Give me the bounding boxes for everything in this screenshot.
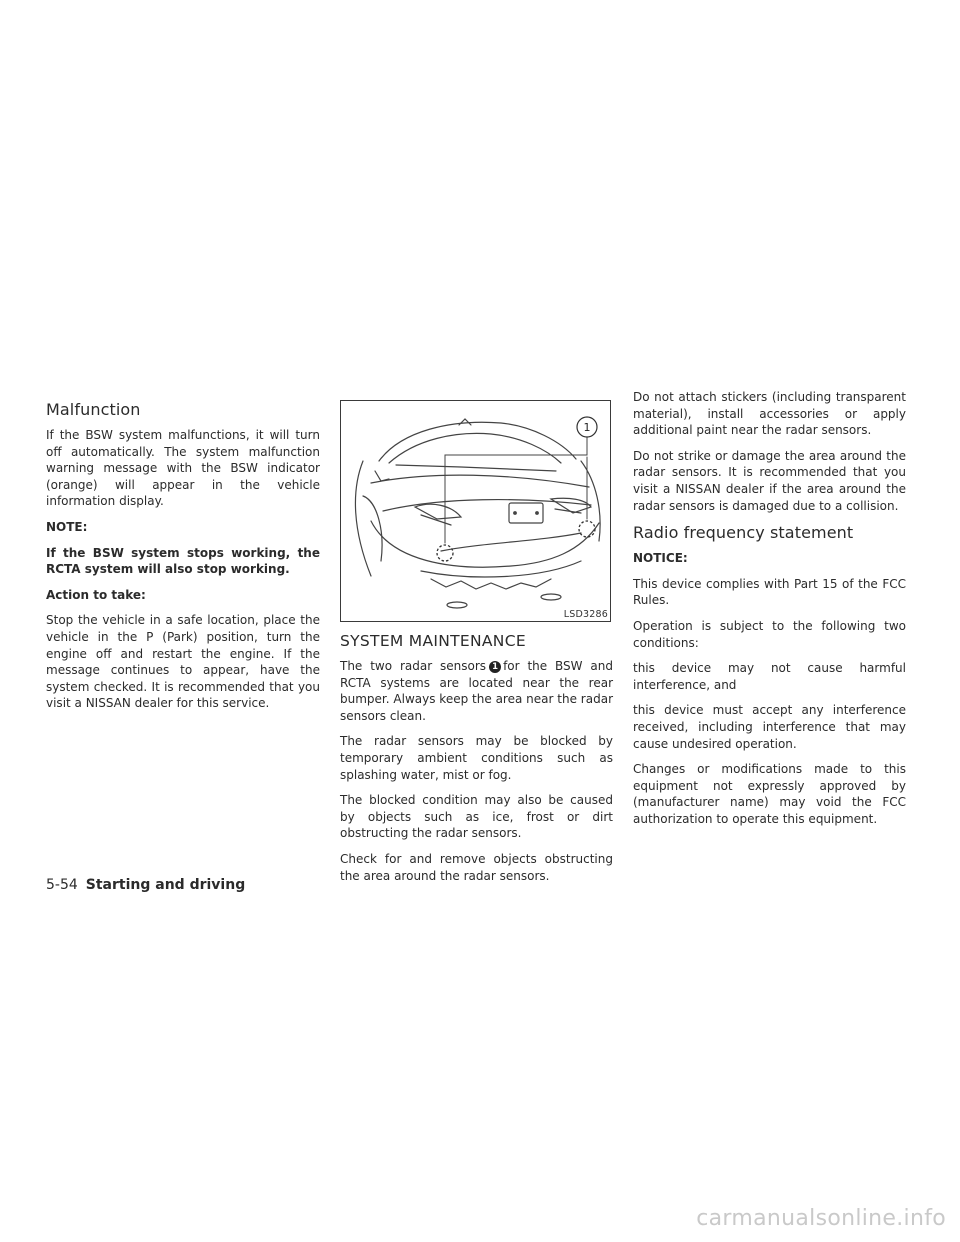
paragraph: The blocked condition may also be caused by objects such as ice, frost or dirt obstructing the radar sensors.: [340, 793, 613, 841]
note-label: NOTE:: [46, 519, 88, 534]
sensor-reference-badge: 1: [489, 661, 501, 673]
paragraph: this device must accept any interference received, including interference that may cause undesired operation.: [633, 703, 906, 751]
figure-callout-number: 1: [583, 421, 591, 434]
car-rear-illustration: [341, 401, 611, 622]
paragraph: The radar sensors may be blocked by temporary ambient conditions such as splashing water, mist or fog.: [340, 734, 613, 782]
paragraph: This device complies with Part 15 of the FCC Rules.: [633, 576, 906, 608]
page-footer: [46, 877, 245, 893]
paragraph: Do not strike or damage the area around the radar sensors. It is recommended that you visit a NISSAN dealer if the area around the radar sensors is damaged due to a collision.: [633, 448, 906, 513]
column-malfunction: [46, 400, 320, 721]
paragraph: Operation is subject to the following two conditions:: [633, 618, 906, 650]
paragraph: Changes or modifications made to this equipment not expressly approved by (manufacturer name) may void the FCC authorization to operate this equipment.: [633, 762, 906, 826]
column-system-maintenance: [340, 400, 613, 893]
paragraph: Do not attach stickers (including transparent material), install accessories or apply additional paint near the radar sensors.: [633, 390, 906, 438]
section-heading-radio-frequency: Radio frequency statement: [633, 523, 854, 543]
paragraph: this device may not cause harmful interference, and: [633, 661, 906, 692]
notice-label: NOTICE:: [633, 551, 688, 566]
paragraph: [340, 658, 613, 724]
figure-code: LSD3286: [563, 609, 608, 620]
action-label: Action to take:: [46, 587, 146, 602]
note-text: If the BSW system stops working, the RCTA system will also stop working.: [46, 545, 320, 577]
watermark: carmanualsonline.info: [696, 1206, 946, 1231]
column-radio-frequency: [633, 389, 906, 836]
paragraph: Stop the vehicle in a safe location, place the vehicle in the P (Park) position, turn the engine off and restart the engine. If the message continues to appear, have the system checked. It is recommended that you visit a NISSAN dealer for this service.: [46, 613, 320, 711]
page-number: 5-54: [46, 877, 78, 893]
section-heading-system-maintenance: SYSTEM MAINTENANCE: [340, 632, 526, 650]
text-fragment: for the BSW and RCTA systems are located near the rear bumper. Always keep the area near the radar sensors clean.: [340, 659, 613, 723]
radar-sensor-figure: [340, 400, 611, 622]
chapter-title: Starting and driving: [85, 877, 246, 893]
paragraph: Check for and remove objects obstructing the area around the radar sensors.: [340, 851, 613, 883]
paragraph: If the BSW system malfunctions, it will turn off automatically. The system malfunction warning message with the BSW indicator (orange) will appear in the vehicle information display.: [46, 428, 320, 509]
section-heading-malfunction: Malfunction: [46, 400, 141, 419]
text-fragment: The two radar sensors: [340, 659, 487, 673]
